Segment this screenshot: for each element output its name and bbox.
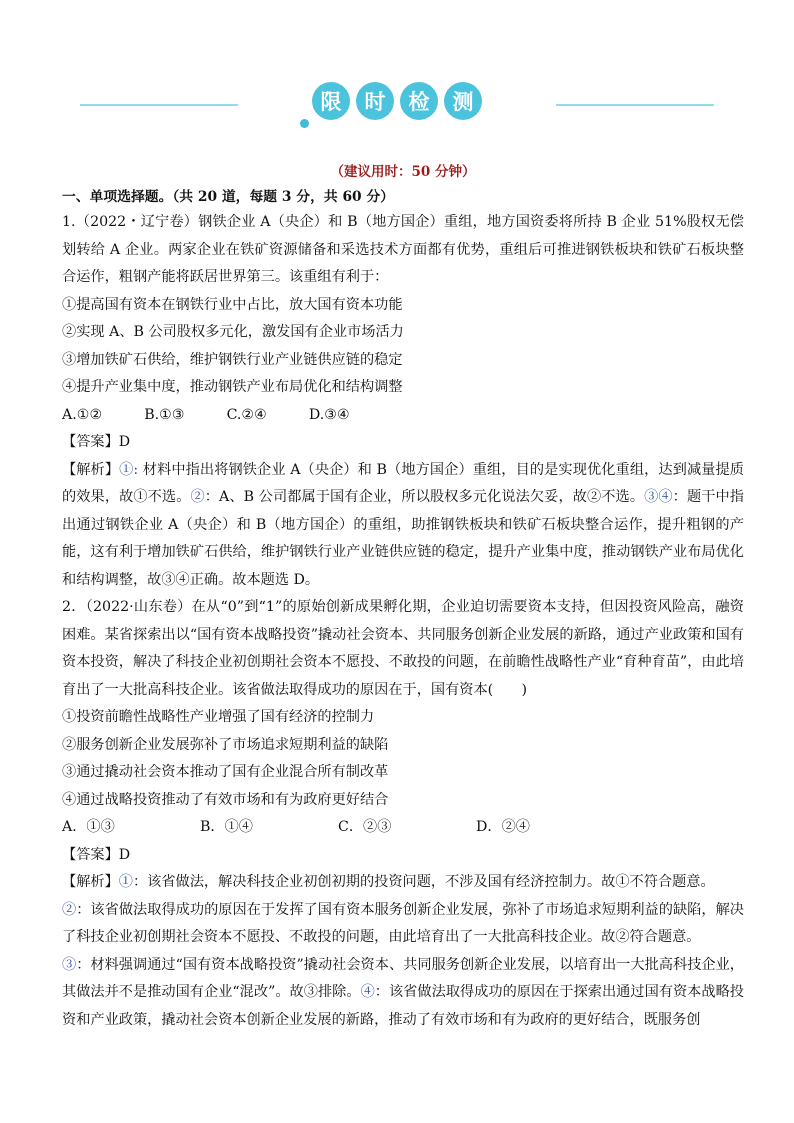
- explanation-marker: ④: [360, 984, 375, 1000]
- choice: A.①②: [62, 406, 103, 423]
- section-header: [0, 82, 794, 132]
- explanation-text: ：该省做法，解决科技企业初创初期的投资问题，不涉及国有经济控制力。故①不符合题意。: [132, 874, 715, 890]
- header-dot: [300, 119, 309, 128]
- answer-line: [62, 429, 744, 457]
- explanation-label: 【解析】: [62, 461, 120, 478]
- document-body: [62, 160, 744, 1034]
- time-note: （建议用时：50 分钟）: [330, 164, 476, 180]
- answer-line: [62, 842, 744, 870]
- statement-option: ②服务创新企业发展弥补了市场追求短期利益的缺陷: [62, 736, 389, 753]
- question-2: [62, 594, 744, 1034]
- header-badge: 限: [312, 82, 350, 120]
- header-badge: 时: [356, 82, 394, 120]
- explanation-label: 【解析】: [62, 874, 119, 890]
- explanation-text: ：该省做法取得成功的原因在于探索出通过国有资本战略投资和产业政策，撬动社会资本创新企业发展的新路，推动了有效市场和有为政府的更好结合，既服务创: [62, 984, 744, 1028]
- explanation-marker: ①: [118, 874, 133, 890]
- choice: C．②③: [338, 819, 392, 835]
- answer-choices: [62, 402, 744, 430]
- explanation-text: 材料中指出将钢铁企业 A（央企）和 B（地方国企）重组，目的是实现优化重组，达到减量提质的效果，故①不选。: [62, 461, 744, 505]
- answer-value: D: [118, 434, 131, 450]
- choice: D.③④: [308, 406, 350, 423]
- answer-choices: [62, 814, 744, 842]
- choice: B.①③: [144, 406, 185, 423]
- explanation: [62, 869, 744, 1034]
- choice: C.②④: [226, 406, 267, 423]
- explanation-text: ：题干中指出通过钢铁企业 A（央企）和 B（地方国企）的重组，助推钢铁板块和铁矿石板块整合运作，提升粗钢的产能，这有利于增加铁矿石供给，维护钢铁行业产业链供应链的稳定，提升产业集中度，推动钢铁产业布局优化和结构调整，故③④正确。故本题选 D。: [62, 489, 744, 588]
- statement-option: ④通过战略投资推动了有效市场和有为政府更好结合: [62, 791, 389, 808]
- choice: B．①④: [200, 819, 253, 835]
- choice: A．①③: [62, 819, 115, 835]
- explanation-text: ：材料强调通过“国有资本战略投资”撬动社会资本、共同服务创新企业发展，以培育出一大批高科技企业，其做法并不是推动国有企业“混改”。故③排除。: [62, 956, 744, 1000]
- statement-option: ③增加铁矿石供给，维护钢铁行业产业链供应链的稳定: [62, 351, 403, 368]
- statement-option: ①提高国有资本在钢铁行业中占比，放大国有资本功能: [62, 296, 403, 313]
- section-title: 一、单项选择题。（共 20 道，每题 3 分，共 60 分）: [62, 189, 395, 205]
- explanation-text: ：该省做法取得成功的原因在于发挥了国有资本服务创新企业发展，弥补了市场追求短期利益的缺陷，解决了科技企业初创期社会资本不愿投、不敢投的问题，由此培育出了一大批高科技企业。故②符合题意。: [62, 901, 744, 945]
- statement-option: ③通过撬动社会资本推动了国有企业混合所有制改革: [62, 764, 389, 780]
- explanation-marker: ②: [62, 901, 77, 918]
- explanation-marker: ③④: [644, 489, 673, 505]
- question-1: [62, 209, 744, 594]
- choice: D．②④: [476, 819, 530, 835]
- explanation-marker: ②: [190, 489, 205, 505]
- header-rule-right: [556, 104, 714, 106]
- header-badges: [312, 82, 482, 120]
- explanation-text: ：A、B 公司都属于国有企业，所以股权多元化说法欠妥，故②不选。: [204, 489, 645, 505]
- statement-option: ①投资前瞻性战略性产业增强了国有经济的控制力: [62, 709, 375, 725]
- statement-option: ②实现 A、B 公司股权多元化，激发国有企业市场活力: [62, 324, 404, 340]
- header-badge: 检: [400, 82, 438, 120]
- explanation: [62, 457, 744, 595]
- answer-value: D: [118, 846, 131, 863]
- answer-label: 【答案】: [62, 846, 119, 863]
- question-stem: 1.（2022・辽宁卷）钢铁企业 A（央企）和 B（地方国企）重组，地方国资委将所持 B 企业 51%股权无偿划转给 A 企业。两家企业在铁矿资源储备和采选技术方面都有优势，重组后可推进钢铁板块和铁矿石板块整合运作，粗钢产能将跃居世界第三。该重组有利于：: [62, 214, 744, 285]
- statement-option: ④提升产业集中度，推动钢铁产业布局优化和结构调整: [62, 379, 403, 395]
- header-rule-left: [80, 104, 238, 106]
- question-stem: 2．（2022·山东卷）在从“0”到“1”的原始创新成果孵化期，企业迫切需要资本支持，但因投资风险高，融资困难。某省探索出以“国有资本战略投资”撬动社会资本、共同服务创新企业发展的新路，通过产业政策和国有资本投资，解决了科技企业初创期社会资本不愿投、不敢投的问题，在前瞻性战略性产业“育种育苗”，由此培育出了一大批高科技企业。该省做法取得成功的原因在于，国有资本( ): [62, 599, 744, 698]
- explanation-marker: ①:: [119, 461, 139, 478]
- answer-label: 【答案】: [62, 434, 119, 450]
- header-badge: 测: [444, 82, 482, 120]
- explanation-marker: ③: [62, 956, 77, 973]
